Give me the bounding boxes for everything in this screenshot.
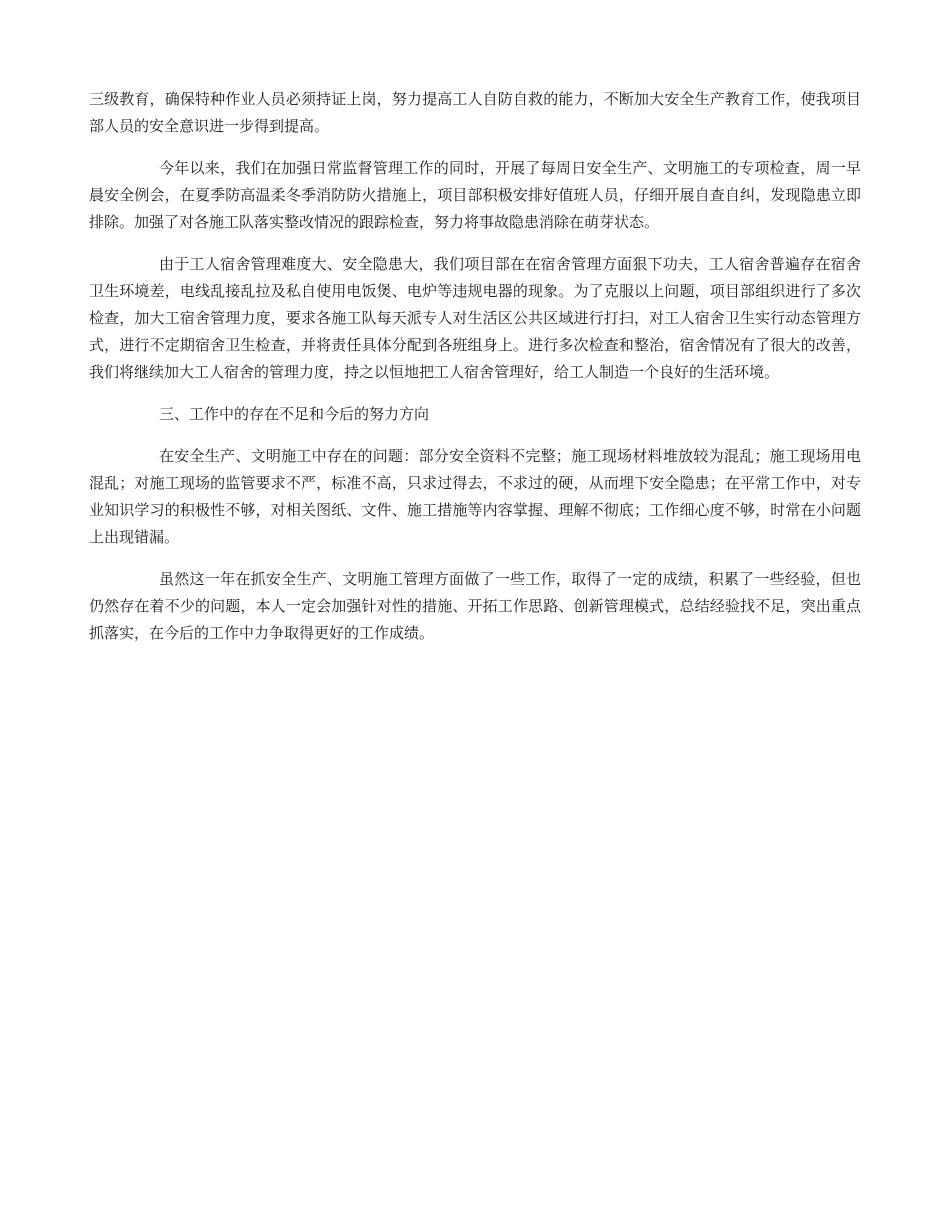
paragraph-continuation: 三级教育，确保特种作业人员必须持证上岗，努力提高工人自防自救的能力，不断加大安全生产教育工作，使我项目部人员的安全意识进一步得到提高。 xyxy=(89,90,861,135)
paragraph-conclusion: 虽然这一年在抓安全生产、文明施工管理方面做了一些工作，取得了一定的成绩，积累了一些经验，但也仍然存在着不少的问题，本人一定会加强针对性的措施、开拓工作思路、创新管理模式，总结经验找不足，突出重点抓落实，在今后的工作中力争取得更好的工作成绩。 xyxy=(89,570,861,642)
paragraph-weekly-inspection: 今年以来，我们在加强日常监督管理工作的同时，开展了每周日安全生产、文明施工的专项检查，周一早晨安全例会，在夏季防高温柔冬季消防防火措施上，项目部积极安排好值班人员，仔细开展自查自纠，发现隐患立即排除。加强了对各施工队落实整改情况的跟踪检查，努力将事故隐患消除在萌芽状态。 xyxy=(89,159,861,231)
document-body xyxy=(89,86,861,662)
paragraph-problems: 在安全生产、文明施工中存在的问题：部分安全资料不完整；施工现场材料堆放较为混乱；施工现场用电混乱；对施工现场的监管要求不严，标准不高，只求过得去，不求过的硬，从而埋下安全隐患；在平常工作中，对专业知识学习的积极性不够，对相关图纸、文件、施工措施等内容掌握、理解不彻底；工作细心度不够，时常在小问题上出现错漏。 xyxy=(89,447,861,546)
paragraph-dormitory-management: 由于工人宿舍管理难度大、安全隐患大，我们项目部在在宿舍管理方面狠下功夫，工人宿舍普遍存在宿舍卫生环境差，电线乱接乱拉及私自使用电饭煲、电炉等违规电器的现象。为了克服以上问题，项目部组织进行了多次检查，加大工宿舍管理力度，要求各施工队每天派专人对生活区公共区域进行打扫，对工人宿舍卫生实行动态管理方式，进行不定期宿舍卫生检查，并将责任具体分配到各班组身上。进行多次检查和整治，宿舍情况有了很大的改善，我们将继续加大工人宿舍的管理力度，持之以恒地把工人宿舍管理好，给工人制造一个良好的生活环境。 xyxy=(89,255,861,381)
section-heading-shortcomings: 三、工作中的存在不足和今后的努力方向 xyxy=(159,405,430,423)
